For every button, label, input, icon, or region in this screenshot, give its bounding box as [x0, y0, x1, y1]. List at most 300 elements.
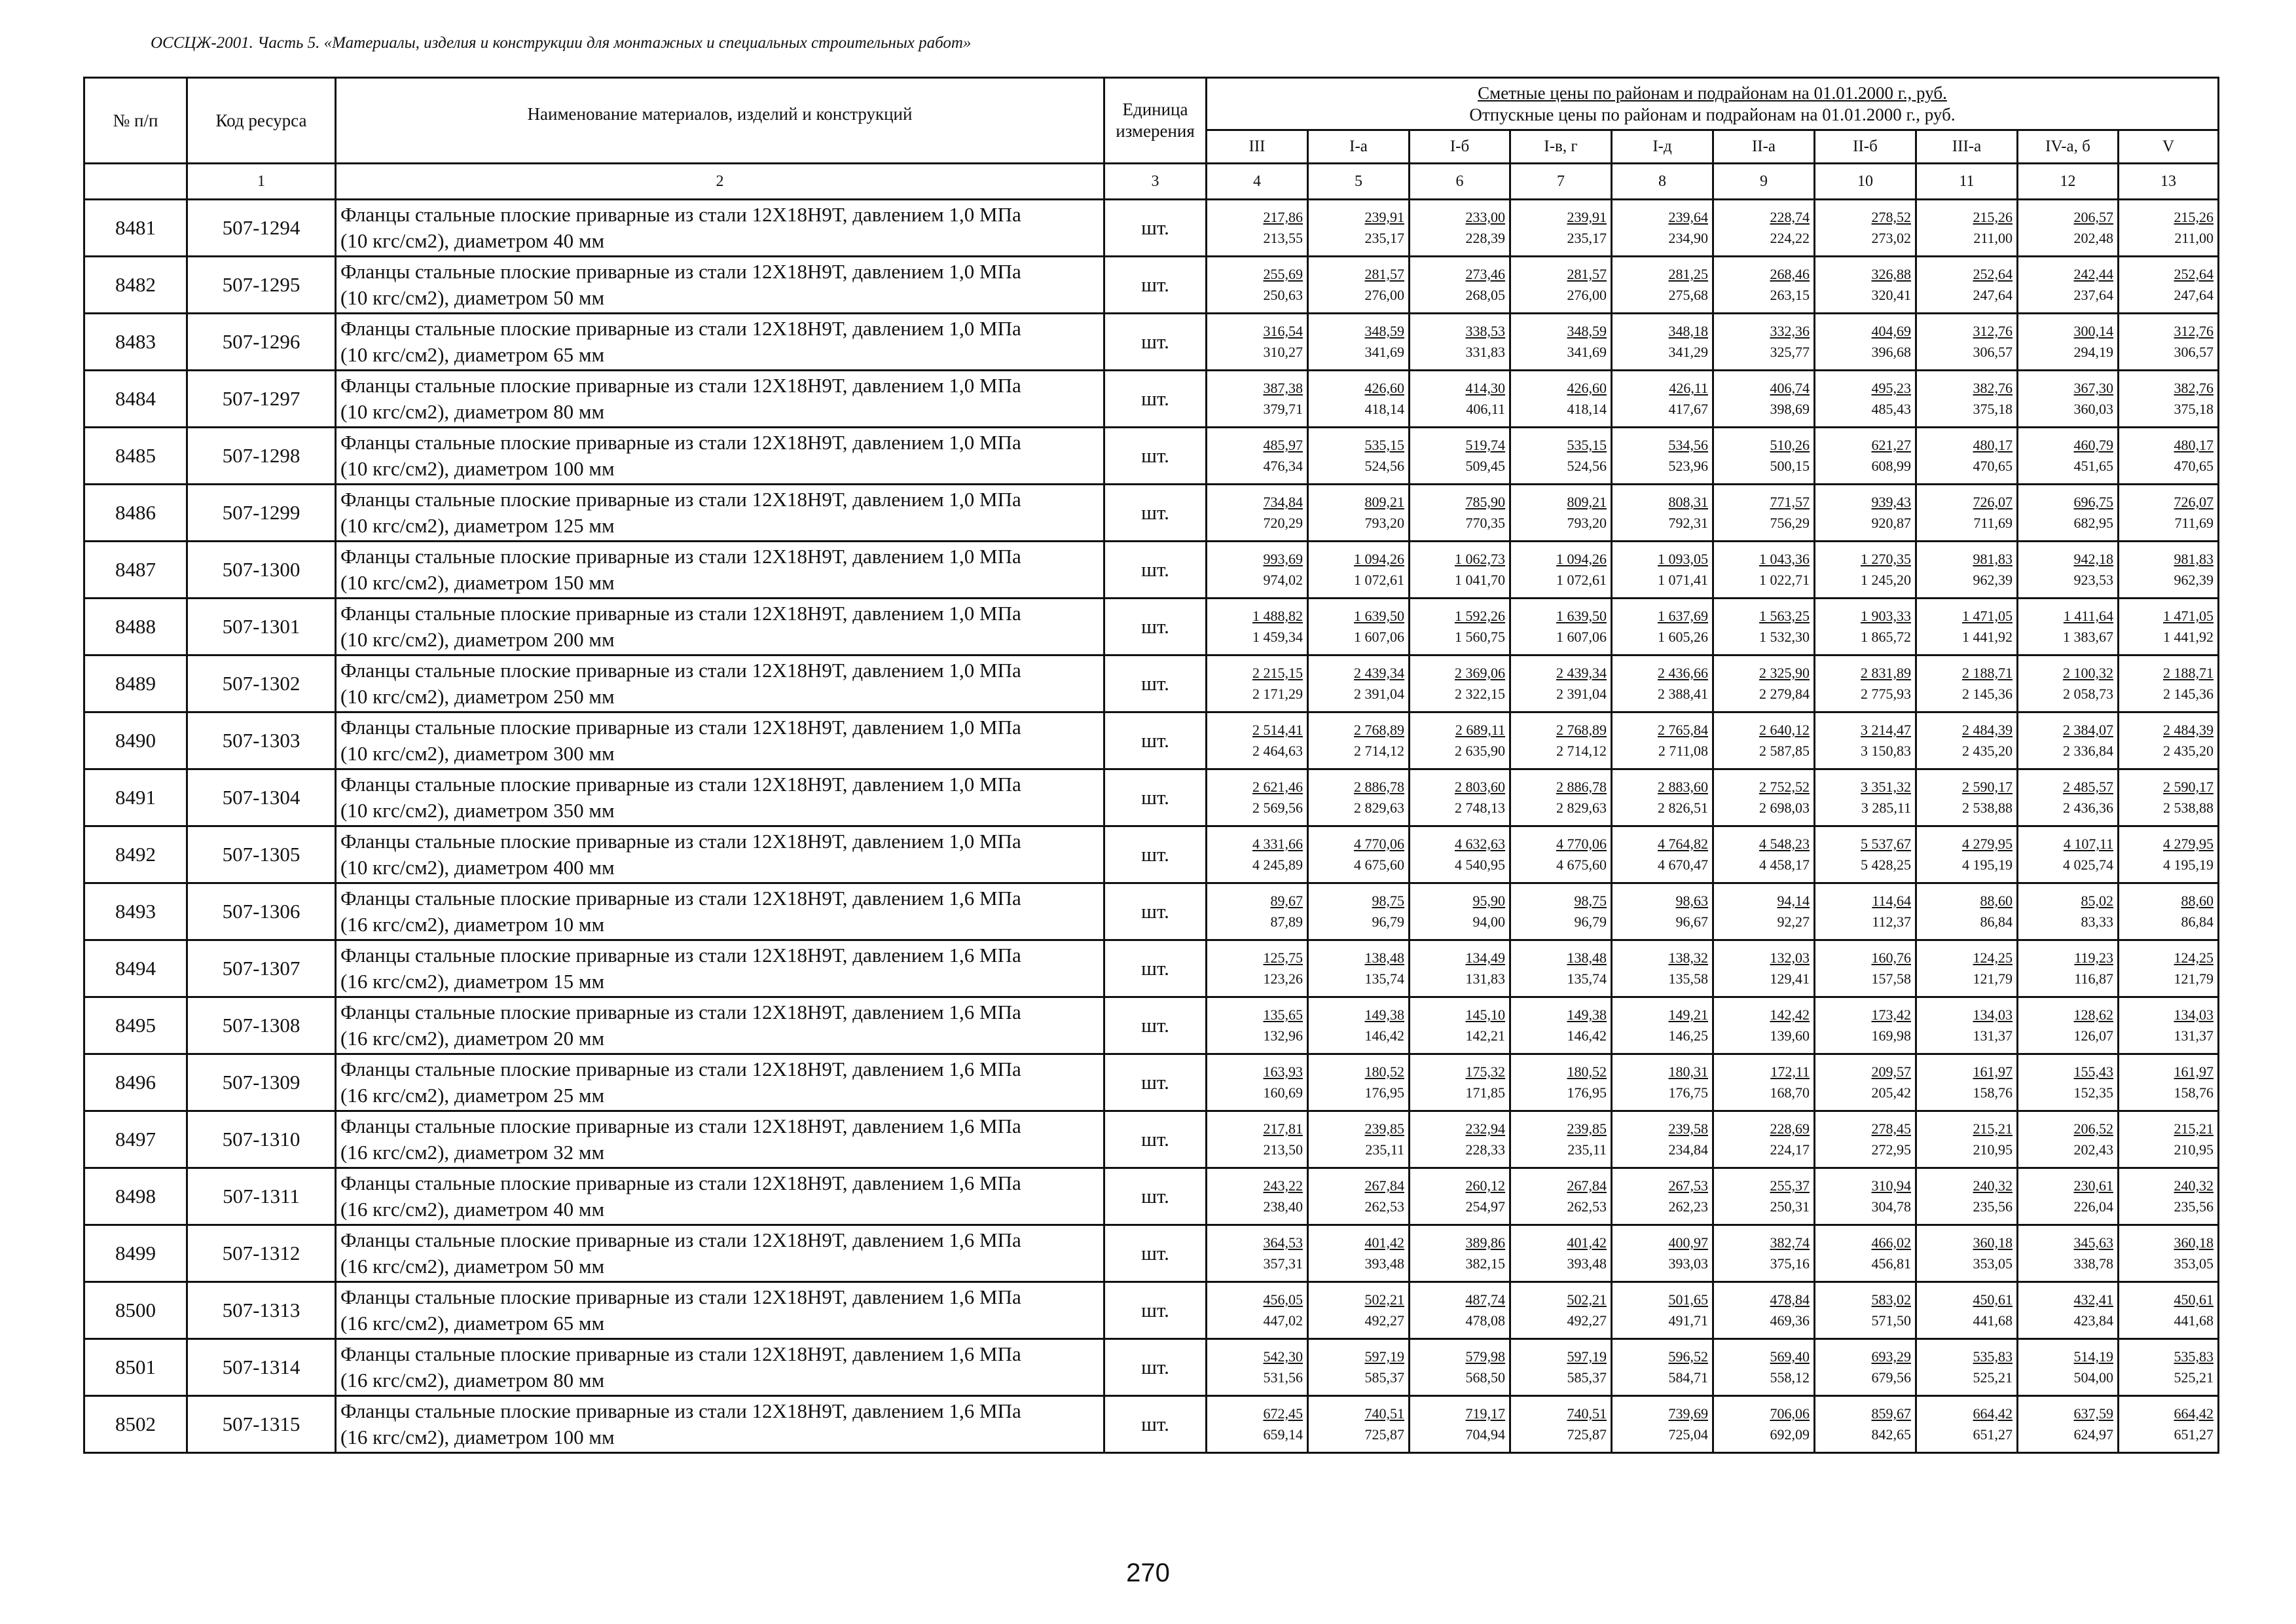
- row-number: 8500: [84, 1282, 187, 1339]
- release-price: 4 195,19: [1962, 857, 2013, 873]
- release-price: 135,74: [1364, 970, 1404, 987]
- release-price: 2 464,63: [1252, 743, 1303, 759]
- release-price: 2 569,56: [1252, 800, 1303, 816]
- release-price: 142,21: [1465, 1027, 1505, 1044]
- release-price: 235,56: [1973, 1198, 2013, 1215]
- estimate-price: 119,23: [2074, 950, 2113, 966]
- price-cell: [2018, 599, 2119, 655]
- row-number: 8481: [84, 200, 187, 257]
- price-cell: [2018, 257, 2119, 314]
- release-price: 224,22: [1770, 230, 1810, 246]
- item-name-line: (16 кгс/см2), диаметром 80 мм: [340, 1369, 605, 1392]
- col-number: 8: [1612, 164, 1713, 200]
- estimate-price: 267,53: [1668, 1177, 1708, 1194]
- release-price: 235,17: [1364, 230, 1404, 246]
- price-cell: [1510, 826, 1612, 883]
- estimate-price: 2 514,41: [1252, 722, 1303, 738]
- release-price: 469,36: [1770, 1312, 1810, 1329]
- release-price: 4 195,19: [2163, 857, 2214, 873]
- price-cell: [1308, 1111, 1410, 1168]
- release-price: 2 145,36: [1962, 686, 2013, 702]
- document-header: ОССЦЖ-2001. Часть 5. «Материалы, изделия и конструкции для монтажных и специальных строительных работ»: [151, 34, 972, 52]
- estimate-price: 621,27: [1871, 437, 1911, 453]
- region-header: II-а: [1713, 130, 1815, 164]
- release-price: 756,29: [1770, 515, 1810, 531]
- price-cell: [1207, 1111, 1308, 1168]
- resource-code: 507-1306: [187, 883, 336, 940]
- release-price: 375,16: [1770, 1255, 1810, 1272]
- release-price: 920,87: [1871, 515, 1911, 531]
- estimate-price: 114,64: [1872, 893, 1911, 909]
- release-price: 485,43: [1871, 401, 1911, 417]
- resource-code: 507-1312: [187, 1225, 336, 1282]
- estimate-price: 4 279,95: [1962, 836, 2013, 852]
- estimate-price: 1 903,33: [1861, 608, 1911, 624]
- col-number: 3: [1104, 164, 1207, 200]
- release-price: 205,42: [1871, 1084, 1911, 1101]
- price-cell: [1510, 542, 1612, 599]
- table-row: [84, 1168, 2219, 1225]
- estimate-price: 240,32: [1973, 1177, 2013, 1194]
- estimate-price: 2 485,57: [2063, 779, 2113, 795]
- price-cell: [2119, 1339, 2219, 1396]
- release-price: 123,26: [1263, 970, 1303, 987]
- release-price: 679,56: [1871, 1369, 1911, 1386]
- price-cell: [2018, 1111, 2119, 1168]
- estimate-price: 278,52: [1871, 209, 1911, 225]
- release-price: 4 025,74: [2063, 857, 2113, 873]
- release-price: 418,14: [1364, 401, 1404, 417]
- estimate-price: 268,46: [1770, 266, 1810, 282]
- col-number: 7: [1510, 164, 1612, 200]
- estimate-price: 387,38: [1263, 380, 1303, 396]
- price-cell: [1916, 1168, 2018, 1225]
- estimate-price: 4 279,95: [2163, 836, 2214, 852]
- estimate-price: 1 270,35: [1861, 551, 1911, 567]
- price-cell: [1815, 1168, 1916, 1225]
- release-price: 234,90: [1668, 230, 1708, 246]
- estimate-price: 2 640,12: [1759, 722, 1810, 738]
- item-name: [336, 883, 1104, 940]
- item-name-line: (10 кгс/см2), диаметром 50 мм: [340, 286, 605, 309]
- price-cell: [1916, 712, 2018, 769]
- price-cell: [1207, 1225, 1308, 1282]
- price-cell: [1612, 1282, 1713, 1339]
- estimate-price: 1 411,64: [2063, 608, 2113, 624]
- release-price: 568,50: [1465, 1369, 1505, 1386]
- release-price: 4 245,89: [1252, 857, 1303, 873]
- resource-code: 507-1299: [187, 485, 336, 542]
- price-cell: [1815, 371, 1916, 428]
- price-cell: [1410, 485, 1510, 542]
- release-price: 96,79: [1574, 913, 1607, 930]
- estimate-price: 2 886,78: [1556, 779, 1607, 795]
- release-price: 86,84: [2181, 913, 2214, 930]
- estimate-price: 94,14: [1777, 893, 1810, 909]
- price-cell: [1510, 883, 1612, 940]
- resource-code: 507-1295: [187, 257, 336, 314]
- item-name-line: (16 кгс/см2), диаметром 65 мм: [340, 1312, 605, 1335]
- estimate-price: 2 439,34: [1556, 665, 1607, 681]
- price-cell: [1510, 712, 1612, 769]
- price-cell: [1612, 371, 1713, 428]
- estimate-price: 460,79: [2073, 437, 2113, 453]
- estimate-price: 1 592,26: [1455, 608, 1505, 624]
- estimate-price: 255,69: [1263, 266, 1303, 282]
- price-cell: [1916, 371, 2018, 428]
- price-cell: [1713, 1168, 1815, 1225]
- price-cell: [1308, 1054, 1410, 1111]
- price-cell: [1815, 1396, 1916, 1453]
- item-name: [336, 200, 1104, 257]
- estimate-price: 132,03: [1770, 950, 1810, 966]
- estimate-price: 239,85: [1364, 1120, 1404, 1137]
- release-price: 211,00: [2174, 230, 2214, 246]
- price-cell: [2119, 1282, 2219, 1339]
- release-price: 1 459,34: [1252, 629, 1303, 645]
- estimate-price: 382,76: [2174, 380, 2214, 396]
- item-name-line: Фланцы стальные плоские приварные из стали 12Х18Н9Т, давлением 1,0 МПа: [340, 773, 1021, 796]
- release-price: 210,95: [1973, 1141, 2013, 1158]
- item-name-line: Фланцы стальные плоские приварные из стали 12Х18Н9Т, давлением 1,6 МПа: [340, 1285, 1021, 1308]
- release-price: 250,31: [1770, 1198, 1810, 1215]
- estimate-price: 3 214,47: [1861, 722, 1911, 738]
- estimate-price: 693,29: [1871, 1348, 1911, 1365]
- release-price: 2 711,08: [1658, 743, 1708, 759]
- estimate-price: 134,03: [1973, 1006, 2013, 1023]
- resource-code: 507-1300: [187, 542, 336, 599]
- price-cell: [1510, 1282, 1612, 1339]
- estimate-price: 1 639,50: [1354, 608, 1404, 624]
- release-price: 923,53: [2073, 572, 2113, 588]
- price-cell: [1916, 1054, 2018, 1111]
- estimate-price: 485,97: [1263, 437, 1303, 453]
- price-cell: [2119, 883, 2219, 940]
- price-cell: [2119, 940, 2219, 997]
- price-cell: [1308, 371, 1410, 428]
- price-cell: [1207, 542, 1308, 599]
- row-number: 8483: [84, 314, 187, 371]
- price-cell: [1916, 314, 2018, 371]
- estimate-price: 726,07: [2174, 494, 2214, 510]
- release-price: 341,69: [1567, 344, 1607, 360]
- estimate-price: 145,10: [1465, 1006, 1505, 1023]
- estimate-price: 450,61: [2174, 1291, 2214, 1308]
- price-cell: [1308, 257, 1410, 314]
- estimate-price: 155,43: [2073, 1063, 2113, 1080]
- item-name-line: (10 кгс/см2), диаметром 150 мм: [340, 571, 615, 594]
- release-price: 213,50: [1263, 1141, 1303, 1158]
- price-cell: [2018, 769, 2119, 826]
- price-cell: [2018, 200, 2119, 257]
- price-cell: [1510, 1054, 1612, 1111]
- estimate-price: 228,74: [1770, 209, 1810, 225]
- item-name-line: Фланцы стальные плоские приварные из стали 12Х18Н9Т, давлением 1,0 МПа: [340, 488, 1021, 511]
- estimate-price: 278,45: [1871, 1120, 1911, 1137]
- release-price: 2 829,63: [1354, 800, 1404, 816]
- estimate-price: 125,75: [1263, 950, 1303, 966]
- item-name-line: Фланцы стальные плоские приварные из стали 12Х18Н9Т, давлением 1,0 МПа: [340, 545, 1021, 568]
- release-price: 382,15: [1465, 1255, 1505, 1272]
- price-cell: [1410, 1282, 1510, 1339]
- table-row: [84, 940, 2219, 997]
- estimate-price: 2 831,89: [1861, 665, 1911, 681]
- estimate-price: 142,42: [1770, 1006, 1810, 1023]
- prices-title-release: Отпускные цены по районам и подрайонам на 01.01.2000 г., руб.: [1469, 104, 1956, 124]
- release-price: 92,27: [1777, 913, 1810, 930]
- estimate-price: 267,84: [1567, 1177, 1607, 1194]
- price-cell: [1510, 997, 1612, 1054]
- item-name: [336, 599, 1104, 655]
- release-price: 470,65: [1973, 458, 2013, 474]
- item-name: [336, 371, 1104, 428]
- release-price: 116,87: [2074, 970, 2113, 987]
- release-price: 262,53: [1364, 1198, 1404, 1215]
- estimate-price: 273,46: [1465, 266, 1505, 282]
- release-price: 139,60: [1770, 1027, 1810, 1044]
- price-cell: [1510, 428, 1612, 485]
- unit: шт.: [1104, 485, 1207, 542]
- price-cell: [1916, 826, 2018, 883]
- price-cell: [1410, 769, 1510, 826]
- price-cell: [1207, 1168, 1308, 1225]
- col-header-unit: Единица измерения: [1104, 78, 1207, 164]
- item-name-line: Фланцы стальные плоские приварные из стали 12Х18Н9Т, давлением 1,0 МПа: [340, 260, 1021, 283]
- release-price: 651,27: [1973, 1426, 2013, 1443]
- price-cell: [1612, 997, 1713, 1054]
- estimate-price: 348,59: [1364, 323, 1404, 339]
- price-cell: [1510, 1225, 1612, 1282]
- price-cell: [1713, 826, 1815, 883]
- col-header-name: Наименование материалов, изделий и конструкций: [336, 78, 1104, 164]
- row-number: 8488: [84, 599, 187, 655]
- price-cell: [1207, 940, 1308, 997]
- estimate-price: 134,03: [2174, 1006, 2214, 1023]
- item-name-line: Фланцы стальные плоские приварные из стали 12Х18Н9Т, давлением 1,6 МПа: [340, 1058, 1021, 1080]
- release-price: 792,31: [1668, 515, 1708, 531]
- unit: шт.: [1104, 655, 1207, 712]
- release-price: 210,95: [2174, 1141, 2214, 1158]
- price-cell: [1916, 200, 2018, 257]
- estimate-price: 1 637,69: [1658, 608, 1708, 624]
- price-cell: [1713, 200, 1815, 257]
- item-name-line: Фланцы стальные плоские приварные из стали 12Х18Н9Т, давлением 1,6 МПа: [340, 944, 1021, 967]
- release-price: 168,70: [1770, 1084, 1810, 1101]
- price-cell: [1713, 1225, 1815, 1282]
- col-number: 11: [1916, 164, 2018, 200]
- row-number: 8491: [84, 769, 187, 826]
- estimate-price: 88,60: [2181, 893, 2214, 909]
- table-row: [84, 769, 2219, 826]
- release-price: 1 560,75: [1455, 629, 1505, 645]
- item-name: [336, 428, 1104, 485]
- release-price: 842,65: [1871, 1426, 1911, 1443]
- estimate-price: 426,11: [1669, 380, 1708, 396]
- price-cell: [1510, 200, 1612, 257]
- estimate-price: 312,76: [2174, 323, 2214, 339]
- price-cell: [1713, 1396, 1815, 1453]
- release-price: 247,64: [1973, 287, 2013, 303]
- price-cell: [1612, 599, 1713, 655]
- estimate-price: 2 768,89: [1354, 722, 1404, 738]
- estimate-price: 215,21: [1973, 1120, 2013, 1137]
- estimate-price: 4 770,06: [1354, 836, 1404, 852]
- price-cell: [1916, 940, 2018, 997]
- release-price: 2 587,85: [1759, 743, 1810, 759]
- price-cell: [1713, 655, 1815, 712]
- estimate-price: 98,75: [1574, 893, 1607, 909]
- release-price: 131,37: [2174, 1027, 2214, 1044]
- estimate-price: 2 765,84: [1658, 722, 1708, 738]
- item-name-line: Фланцы стальные плоские приварные из стали 12Х18Н9Т, давлением 1,6 МПа: [340, 1342, 1021, 1365]
- release-price: 659,14: [1263, 1426, 1303, 1443]
- resource-code: 507-1313: [187, 1282, 336, 1339]
- price-cell: [1815, 712, 1916, 769]
- price-cell: [2119, 1225, 2219, 1282]
- release-price: 692,09: [1770, 1426, 1810, 1443]
- resource-code: 507-1307: [187, 940, 336, 997]
- item-name: [336, 1111, 1104, 1168]
- release-price: 523,96: [1668, 458, 1708, 474]
- table-row: [84, 1339, 2219, 1396]
- estimate-price: 426,60: [1567, 380, 1607, 396]
- release-price: 725,04: [1668, 1426, 1708, 1443]
- estimate-price: 2 384,07: [2063, 722, 2113, 738]
- estimate-price: 2 886,78: [1354, 779, 1404, 795]
- price-cell: [1713, 371, 1815, 428]
- estimate-price: 2 439,34: [1354, 665, 1404, 681]
- release-price: 585,37: [1364, 1369, 1404, 1386]
- price-cell: [1916, 599, 2018, 655]
- item-name-line: (10 кгс/см2), диаметром 300 мм: [340, 742, 615, 765]
- price-cell: [1713, 712, 1815, 769]
- estimate-price: 215,26: [2174, 209, 2214, 225]
- estimate-price: 95,90: [1472, 893, 1505, 909]
- price-cell: [1713, 1111, 1815, 1168]
- unit: шт.: [1104, 1339, 1207, 1396]
- release-price: 126,07: [2073, 1027, 2113, 1044]
- resource-code: 507-1304: [187, 769, 336, 826]
- row-number: 8482: [84, 257, 187, 314]
- resource-code: 507-1308: [187, 997, 336, 1054]
- estimate-price: 348,59: [1567, 323, 1607, 339]
- price-cell: [1510, 314, 1612, 371]
- price-cell: [2018, 655, 2119, 712]
- resource-code: 507-1310: [187, 1111, 336, 1168]
- estimate-price: 239,58: [1668, 1120, 1708, 1137]
- release-price: 711,69: [1973, 515, 2013, 531]
- price-cell: [2119, 428, 2219, 485]
- release-price: 2 538,88: [1962, 800, 2013, 816]
- estimate-price: 316,54: [1263, 323, 1303, 339]
- row-number: 8495: [84, 997, 187, 1054]
- price-cell: [1410, 371, 1510, 428]
- estimate-price: 215,21: [2174, 1120, 2214, 1137]
- release-price: 2 391,04: [1354, 686, 1404, 702]
- release-price: 478,08: [1465, 1312, 1505, 1329]
- estimate-price: 859,67: [1871, 1405, 1911, 1422]
- item-name: [336, 257, 1104, 314]
- price-cell: [1916, 769, 2018, 826]
- release-price: 608,99: [1871, 458, 1911, 474]
- release-price: 2 145,36: [2163, 686, 2214, 702]
- price-cell: [2018, 371, 2119, 428]
- estimate-price: 239,85: [1567, 1120, 1607, 1137]
- estimate-price: 360,18: [1973, 1234, 2013, 1251]
- col-header-no: № п/п: [84, 78, 187, 164]
- price-cell: [1612, 542, 1713, 599]
- release-price: 235,56: [2174, 1198, 2214, 1215]
- release-price: 2 829,63: [1556, 800, 1607, 816]
- price-cell: [1410, 542, 1510, 599]
- resource-code: 507-1309: [187, 1054, 336, 1111]
- price-cell: [1308, 712, 1410, 769]
- release-price: 2 775,93: [1861, 686, 1911, 702]
- resource-code: 507-1294: [187, 200, 336, 257]
- estimate-price: 180,52: [1364, 1063, 1404, 1080]
- price-cell: [1410, 428, 1510, 485]
- release-price: 331,83: [1465, 344, 1505, 360]
- col-number: 4: [1207, 164, 1308, 200]
- table-row: [84, 485, 2219, 542]
- release-price: 2 058,73: [2063, 686, 2113, 702]
- estimate-price: 160,76: [1871, 950, 1911, 966]
- row-number: 8502: [84, 1396, 187, 1453]
- estimate-price: 456,05: [1263, 1291, 1303, 1308]
- estimate-price: 175,32: [1465, 1063, 1505, 1080]
- release-price: 770,35: [1465, 515, 1505, 531]
- estimate-price: 4 770,06: [1556, 836, 1607, 852]
- estimate-price: 2 100,32: [2063, 665, 2113, 681]
- row-number: 8485: [84, 428, 187, 485]
- release-price: 584,71: [1668, 1369, 1708, 1386]
- release-price: 146,25: [1668, 1027, 1708, 1044]
- item-name-line: Фланцы стальные плоские приварные из стали 12Х18Н9Т, давлением 1,6 МПа: [340, 1115, 1021, 1137]
- estimate-price: 217,86: [1263, 209, 1303, 225]
- release-price: 1 041,70: [1455, 572, 1505, 588]
- release-price: 129,41: [1770, 970, 1810, 987]
- estimate-price: 360,18: [2174, 1234, 2214, 1251]
- price-table: [83, 77, 2219, 1454]
- estimate-price: 2 484,39: [2163, 722, 2214, 738]
- release-price: 1 607,06: [1354, 629, 1404, 645]
- release-price: 1 441,92: [1962, 629, 2013, 645]
- price-cell: [1207, 712, 1308, 769]
- estimate-price: 579,98: [1465, 1348, 1505, 1365]
- price-cell: [2119, 826, 2219, 883]
- release-price: 235,11: [1567, 1141, 1607, 1158]
- release-price: 375,18: [1973, 401, 2013, 417]
- release-price: 325,77: [1770, 344, 1810, 360]
- price-cell: [1207, 826, 1308, 883]
- page-number: 270: [1126, 1559, 1170, 1587]
- price-cell: [1410, 1396, 1510, 1453]
- release-price: 492,27: [1567, 1312, 1607, 1329]
- estimate-price: 1 062,73: [1455, 551, 1505, 567]
- item-name: [336, 655, 1104, 712]
- estimate-price: 2 752,52: [1759, 779, 1810, 795]
- estimate-price: 534,56: [1668, 437, 1708, 453]
- price-cell: [1410, 712, 1510, 769]
- estimate-price: 206,57: [2073, 209, 2113, 225]
- release-price: 176,75: [1668, 1084, 1708, 1101]
- release-price: 500,15: [1770, 458, 1810, 474]
- estimate-price: 161,97: [2174, 1063, 2214, 1080]
- release-price: 238,40: [1263, 1198, 1303, 1215]
- estimate-price: 98,75: [1372, 893, 1404, 909]
- price-cell: [1308, 883, 1410, 940]
- estimate-price: 4 764,82: [1658, 836, 1708, 852]
